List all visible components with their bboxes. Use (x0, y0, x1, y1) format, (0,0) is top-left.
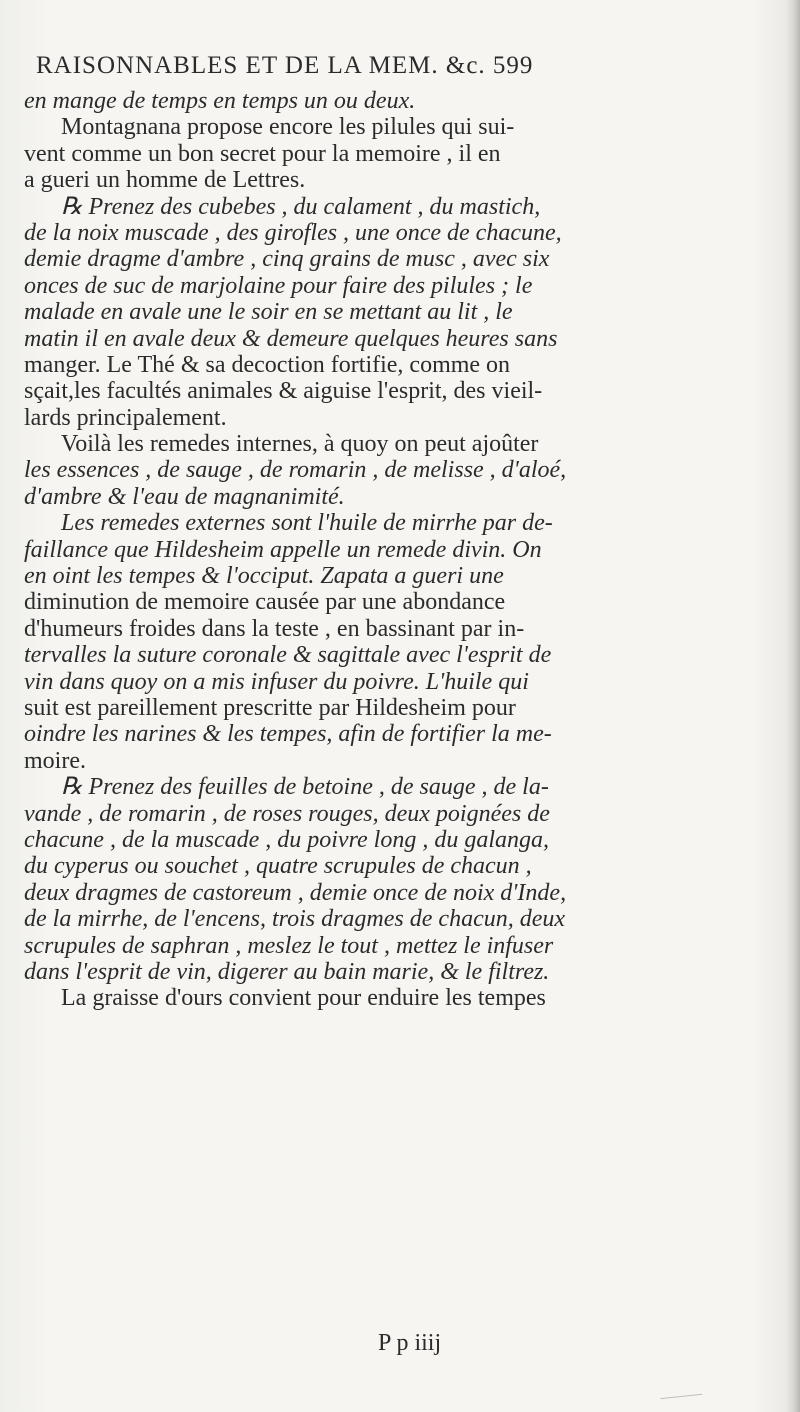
running-header: RAISONNABLES ET DE LA MEM. &c. 599 (36, 52, 534, 79)
text-line: vin dans quoy on a mis infuser du poivre. L'huile qui (24, 668, 529, 695)
text-line: du cyperus ou souchet , quatre scrupules de chacun , (24, 853, 532, 880)
text-line: deux dragmes de castoreum , demie once de noix d'Inde, (24, 879, 567, 906)
page-edge-shadow (786, 0, 800, 1412)
text-line: onces de suc de marjolaine pour faire des pilules ; le (24, 272, 533, 299)
text-line: tervalles la suture coronale & sagittale avec l'esprit de (24, 642, 552, 669)
text-line: moire. (24, 747, 86, 774)
text-line: malade en avale une le soir en se mettant au lit , le (24, 299, 513, 326)
text-line: lards principalement. (24, 404, 227, 431)
text-line: les essences , de sauge , de romarin , de melisse , d'aloé, (24, 457, 567, 484)
text-line: vande , de romarin , de roses rouges, deux poignées de (24, 800, 550, 827)
text-line: en oint les tempes & l'occiput. Zapata a gueri une (24, 563, 504, 590)
text-line: ℞ Prenez des feuilles de betoine , de sauge , de la- (61, 774, 549, 801)
text-line: manger. Le Thé & sa decoction fortifie, comme on (24, 351, 511, 378)
text-line: d'ambre & l'eau de magnanimité. (24, 483, 345, 510)
text-line: ℞ Prenez des cubebes , du calament , du mastich, (61, 193, 541, 220)
text-line: scrupules de saphran , meslez le tout , mettez le infuser (24, 932, 554, 959)
text-line: a gueri un homme de Lettres. (24, 167, 306, 194)
text-line: demie dragme d'ambre , cinq grains de musc , avec six (24, 246, 550, 273)
body-text (24, 88, 764, 1012)
text-line: en mange de temps en temps un ou deux. (24, 88, 416, 114)
text-line: de la mirrhe, de l'encens, trois dragmes de chacun, deux (24, 906, 566, 933)
text-line: sçait,les facultés animales & aiguise l'esprit, des vieil- (24, 378, 543, 405)
text-line: oindre les narines & les tempes, afin de fortifier la me- (24, 721, 552, 748)
text-line: faillance que Hildesheim appelle un remede divin. On (24, 536, 542, 563)
text-line: Les remedes externes sont l'huile de mirrhe par de- (61, 510, 553, 537)
text-line: Montagnana propose encore les pilules qui sui- (61, 114, 515, 141)
text-line: Voilà les remedes internes, à quoy on peut ajoûter (61, 431, 539, 458)
text-line: chacune , de la muscade , du poivre long , du galanga, (24, 826, 550, 853)
signature-mark: P p iiij (378, 1330, 442, 1356)
text-line: La graisse d'ours convient pour enduire les tempes (61, 985, 546, 1012)
text-line: suit est pareillement prescritte par Hildesheim pour (24, 694, 516, 721)
text-line: d'humeurs froides dans la teste , en bassinant par in- (24, 615, 525, 642)
ink-smudge (660, 1388, 703, 1399)
text-line: diminution de memoire causée par une abondance (24, 589, 506, 616)
text-line: de la noix muscade , des girofles , une once de chacune, (24, 219, 562, 246)
text-line: matin il en avale deux & demeure quelques heures sans (24, 325, 558, 352)
text-line: dans l'esprit de vin, digerer au bain marie, & le filtrez. (24, 958, 550, 985)
text-line: vent comme un bon secret pour la memoire , il en (24, 140, 501, 167)
